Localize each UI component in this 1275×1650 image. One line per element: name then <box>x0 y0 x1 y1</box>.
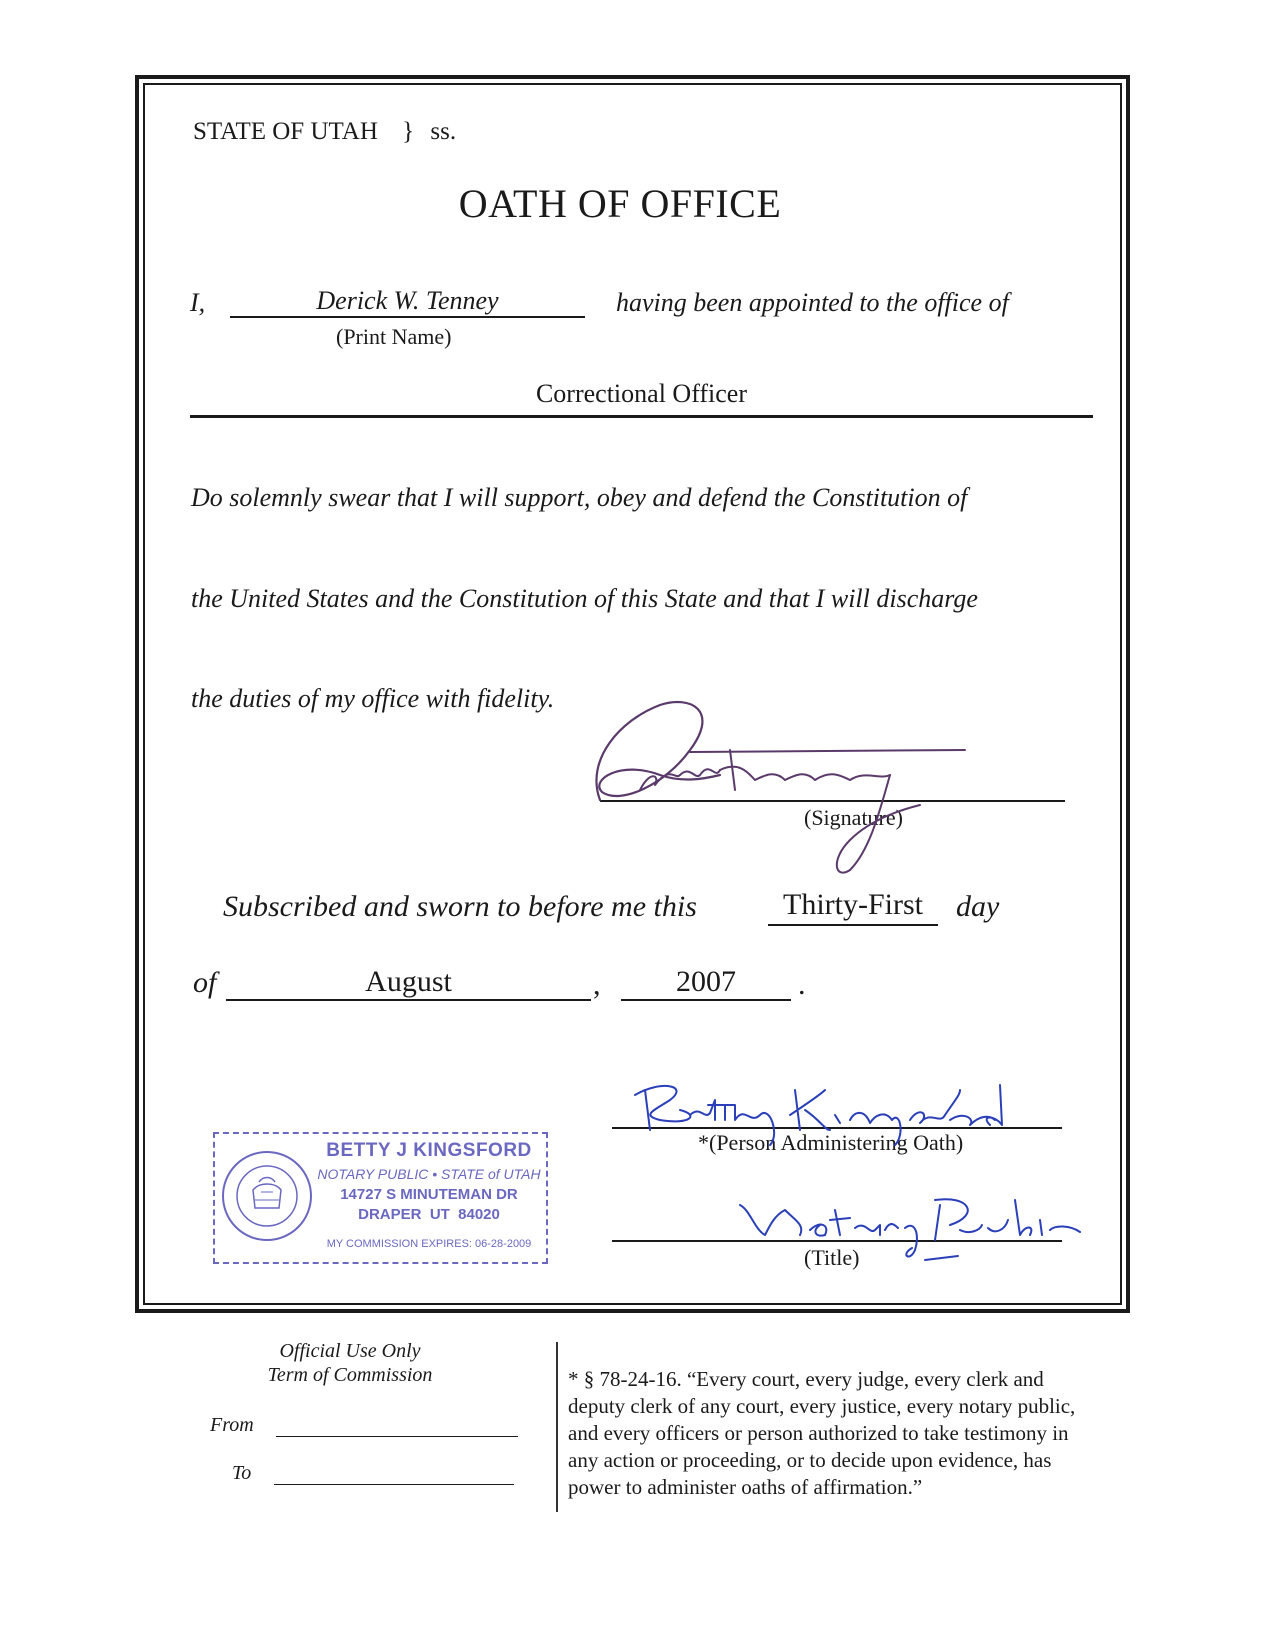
day-word: day <box>956 890 1000 923</box>
stamp-line-1: NOTARY PUBLIC • STATE of UTAH <box>317 1166 541 1182</box>
day-value: Thirty-First <box>783 888 923 921</box>
state-seal-icon <box>219 1148 315 1244</box>
month-value: August <box>365 965 452 998</box>
footnote-line-5: power to administer oaths of affirmation.” <box>568 1475 923 1499</box>
brace: } <box>402 118 415 145</box>
footnote-line-3: and every officers or person authorized to take testimony in <box>568 1421 1069 1445</box>
oath-line-3: the duties of my office with fidelity. <box>191 684 555 713</box>
from-field[interactable] <box>276 1436 518 1437</box>
term-heading: Term of Commission <box>267 1364 433 1386</box>
notary-stamp <box>213 1132 548 1264</box>
subscribed-lead: Subscribed and sworn to before me this <box>223 890 697 923</box>
year-value: 2007 <box>676 965 736 998</box>
venue-header <box>193 118 456 146</box>
office-title: Correctional Officer <box>535 379 748 408</box>
stamp-line-3: DRAPER UT 84020 <box>358 1206 500 1223</box>
ss-abbrev: ss. <box>430 118 457 145</box>
stamp-name: BETTY J KINGSFORD <box>326 1140 532 1161</box>
printed-name: Derick W. Tenney <box>316 286 499 315</box>
date-comma: , <box>593 968 601 1001</box>
document-title: OATH OF OFFICE <box>458 181 782 226</box>
statute-footnote <box>568 1366 1075 1501</box>
footer-divider <box>556 1342 558 1512</box>
print-name-caption: (Print Name) <box>336 324 452 349</box>
to-label: To <box>232 1462 252 1484</box>
oath-line-1: Do solemnly swear that I will support, obey and defend the Constitution of <box>191 483 968 512</box>
administrator-signature <box>630 1075 1050 1155</box>
month-field <box>226 965 591 1001</box>
footnote-line-2: deputy clerk of any court, every justice, every notary public, <box>568 1394 1076 1418</box>
of-word: of <box>193 966 217 999</box>
footnote-line-4: any action or proceeding, or to decide upon evidence, has <box>568 1448 1052 1472</box>
officer-signature <box>580 680 980 900</box>
notary-title-signature <box>730 1190 1090 1270</box>
date-period: . <box>798 968 806 1001</box>
stamp-line-4: MY COMMISSION EXPIRES: 06-28-2009 <box>326 1238 532 1250</box>
footnote-line-1: * § 78-24-16. “Every court, every judge, every clerk and <box>568 1367 1044 1391</box>
oath-line-2: the United States and the Constitution of this State and that I will discharge <box>191 584 978 613</box>
pronoun-i: I, <box>190 288 206 317</box>
title-caption: (Title) <box>804 1245 860 1270</box>
signature-caption: (Signature) <box>804 805 903 830</box>
official-use-heading: Official Use Only <box>279 1340 421 1362</box>
administrator-caption: *(Person Administering Oath) <box>698 1130 964 1155</box>
day-field <box>768 888 938 926</box>
office-field <box>190 379 1093 418</box>
stamp-line-2: 14727 S MINUTEMAN DR <box>340 1186 518 1203</box>
year-field <box>621 965 791 1001</box>
from-label: From <box>210 1414 254 1436</box>
to-field[interactable] <box>274 1484 514 1485</box>
jurisdiction: STATE OF UTAH <box>193 118 378 145</box>
appointment-connector: having been appointed to the office of <box>616 288 1009 317</box>
printed-name-field <box>230 286 585 318</box>
